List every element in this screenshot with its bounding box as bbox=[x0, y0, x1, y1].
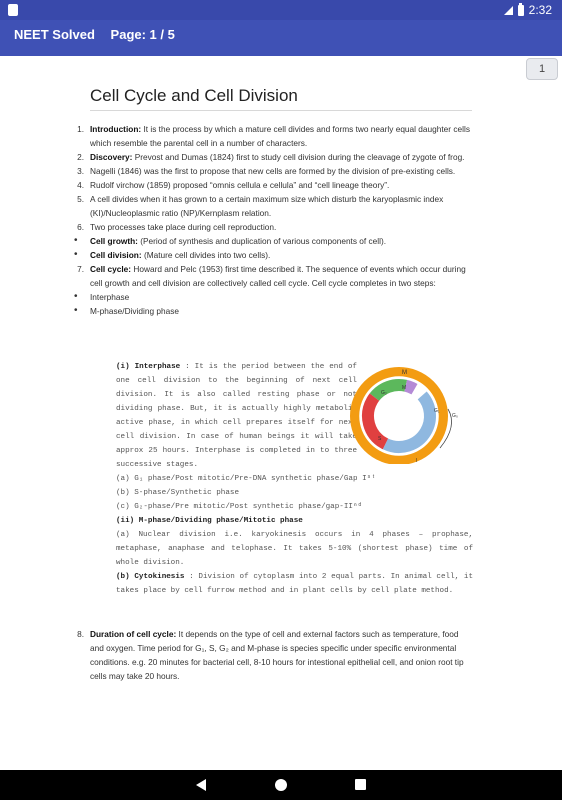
list-marker: 6. bbox=[77, 222, 84, 232]
list-text: It is the process by which a mature cell divides and forms two nearly equal daughter cells which resemble the parental cell in a number of characters. bbox=[90, 124, 470, 148]
list-text: It depends on the type of cell and external factors such as temperature, food and oxygen. Time period for G₁, S, G₂ and M-phase is species specific under specific environmental conditions. e.g. 20 minutes for bacterial cell, 8-10 hours for intestional epithelial cell, and onion root tip cells may take 20 hours. bbox=[90, 629, 464, 681]
list-lead: Introduction: bbox=[90, 124, 142, 134]
stage-s: (b) S-phase/Synthetic phase bbox=[116, 489, 240, 497]
interphase-lead: (i) Interphase bbox=[116, 363, 181, 371]
list-item bbox=[70, 192, 474, 220]
list-marker: • bbox=[74, 235, 78, 246]
list-text: A cell divides when it has grown to a certain maximum size which disturb the karyoplasmic index (KI)/Nucleoplasmic ratio (NP)/Kernplasm relation. bbox=[90, 194, 444, 218]
app-name: NEET Solved bbox=[14, 27, 95, 42]
interphase-paragraph: (i) Interphase : It is the period between the end of one cell division to the beginning of next cell division. It is also called resting phase or not dividing phase. But, it is actually highly metabolic active phase, in which cell prepares itself for next cell division. In case of human beings it will take approx 25 hours. Interphase is completed in to three successive stages. bbox=[116, 363, 357, 469]
list-marker: • bbox=[74, 249, 78, 260]
label-g2: G₂ bbox=[381, 390, 387, 396]
list-lead: Duration of cell cycle: bbox=[90, 629, 177, 639]
list-marker: 3. bbox=[77, 166, 84, 176]
mphase-paragraph: (a) Nuclear division i.e. karyokinesis occurs in 4 phases – prophase, metaphase, anaphase and telophase. It takes 5-10% (shortest phase) time of whole division. bbox=[116, 531, 473, 567]
list-item bbox=[70, 248, 474, 262]
list-marker: 5. bbox=[77, 194, 84, 204]
label-s: S bbox=[378, 436, 382, 442]
list-item bbox=[70, 220, 474, 234]
list-lead: Discovery: bbox=[90, 152, 133, 162]
list-text: Nagelli (1846) was the first to propose that new cells are formed by the division of pre-existing cells. bbox=[90, 166, 456, 176]
list-marker: 7. bbox=[77, 264, 84, 274]
label-m-outer: M bbox=[402, 370, 407, 376]
list-text: M-phase/Dividing phase bbox=[90, 306, 180, 316]
label-m-inner: M bbox=[402, 385, 407, 391]
stage-g1: (a) G₁ phase/Post mitotic/Pre-DNA synthetic phase/Gap Iˢᵗ bbox=[116, 475, 376, 483]
list-marker: • bbox=[74, 305, 78, 316]
list-item-duration bbox=[70, 627, 474, 683]
list-item bbox=[70, 262, 474, 290]
navigation-bar bbox=[0, 770, 562, 800]
list-marker: 8. bbox=[77, 629, 84, 639]
list-item bbox=[70, 164, 474, 178]
list-item bbox=[70, 150, 474, 164]
status-time: 2:32 bbox=[528, 3, 552, 17]
signal-icon bbox=[504, 6, 513, 15]
list-item bbox=[70, 234, 474, 248]
label-g1: G₁ bbox=[434, 408, 440, 414]
cytokinesis-paragraph: (b) Cytokinesis : Division of cytoplasm into 2 equal parts. In animal cell, it takes place by cell furrow method and in plant cells by cell plate method. bbox=[116, 573, 474, 595]
mphase-heading: (ii) M-phase/Dividing phase/Mitotic phase bbox=[116, 517, 303, 525]
battery-icon bbox=[518, 5, 524, 16]
list-text: Interphase bbox=[90, 292, 130, 302]
recent-apps-icon[interactable] bbox=[355, 779, 366, 790]
page-title: Cell Cycle and Cell Division bbox=[90, 86, 298, 105]
label-g0: G₀ bbox=[452, 413, 458, 419]
status-bar bbox=[0, 0, 562, 20]
list-item bbox=[70, 122, 474, 150]
list-text: Rudolf virchow (1859) proposed “omnis cellula e cellula” and “cell lineage theory”. bbox=[90, 180, 390, 190]
list-lead: Cell cycle: bbox=[90, 264, 132, 274]
list-text: Prevost and Dumas (1824) first to study cell division during the cleavage of zygote of frog. bbox=[132, 152, 465, 162]
list-item bbox=[70, 290, 474, 304]
stage-g2: (c) G₂-phase/Pre mitotic/Post synthetic phase/gap-IIⁿᵈ bbox=[116, 503, 363, 511]
cycle-center bbox=[375, 392, 423, 440]
list-text: Howard and Pelc (1953) first time described it. The sequence of events which occur during cell growth and cell division are collectively called cell cycle. Cell cycle completes in two steps: bbox=[90, 264, 466, 288]
app-bar bbox=[0, 20, 562, 56]
list-lead: Cell division: bbox=[90, 250, 142, 260]
list-marker: 1. bbox=[77, 124, 84, 134]
list-marker: 2. bbox=[77, 152, 84, 162]
list-lead: Cell growth: bbox=[90, 236, 138, 246]
title-divider bbox=[90, 110, 472, 111]
list-text: (Mature cell divides into two cells). bbox=[141, 250, 271, 260]
list-text: (Period of synthesis and duplication of various components of cell). bbox=[137, 236, 387, 246]
list-item bbox=[70, 178, 474, 192]
list-item bbox=[70, 304, 474, 318]
page-number-badge[interactable]: 1 bbox=[526, 58, 558, 80]
label-i: I bbox=[416, 458, 418, 464]
home-icon[interactable] bbox=[275, 779, 287, 791]
cell-cycle-diagram bbox=[336, 364, 464, 464]
list-text: Two processes take place during cell reproduction. bbox=[90, 222, 277, 232]
page-indicator: Page: 1 / 5 bbox=[110, 27, 175, 42]
status-right bbox=[504, 2, 552, 18]
list-marker: • bbox=[74, 291, 78, 302]
list-marker: 4. bbox=[77, 180, 84, 190]
notification-icon bbox=[8, 4, 18, 16]
document-page[interactable] bbox=[0, 56, 562, 770]
content-list bbox=[70, 122, 474, 318]
back-icon[interactable] bbox=[196, 779, 206, 791]
